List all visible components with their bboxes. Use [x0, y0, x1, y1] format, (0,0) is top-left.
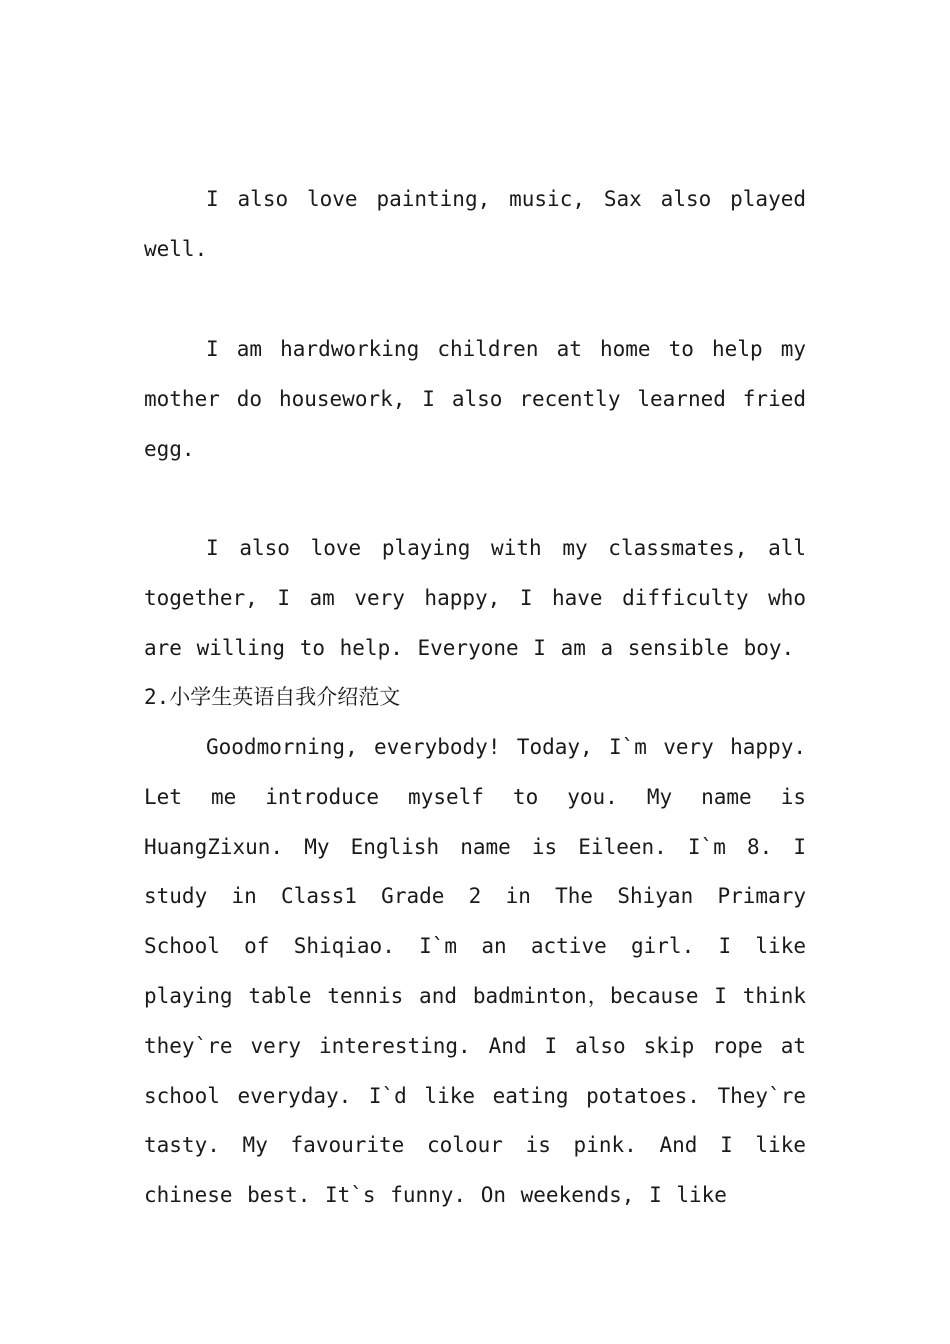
- paragraph-housework: I am hardworking children at home to help my mother do housework, I also recently learned fried egg.: [144, 337, 806, 461]
- paragraph-hobbies: I also love painting, music, Sax also played well.: [144, 187, 806, 261]
- paragraph-classmates: I also love playing with my classmates, all together, I am very happy, I have difficulty who are willing to help. Everyone I am a sensible boy.: [144, 536, 806, 660]
- paragraph-self-introduction: Goodmorning, everybody! Today, I`m very happy. Let me introduce myself to you. My name is HuangZixun. My English name is Eileen. I`m 8. I study in Class1 Grade 2 in The Shiyan Primary School of Shiqiao. I`m an active girl. I like playing table tennis and badminton，because I think they`re very interesting. And I also skip rope at school everyday. I`d like eating potatoes. They`re tasty. My favourite colour is pink. And I like chinese best. It`s funny. On weekends, I like: [144, 735, 806, 1208]
- section-heading: 2.小学生英语自我介绍范文: [144, 685, 401, 709]
